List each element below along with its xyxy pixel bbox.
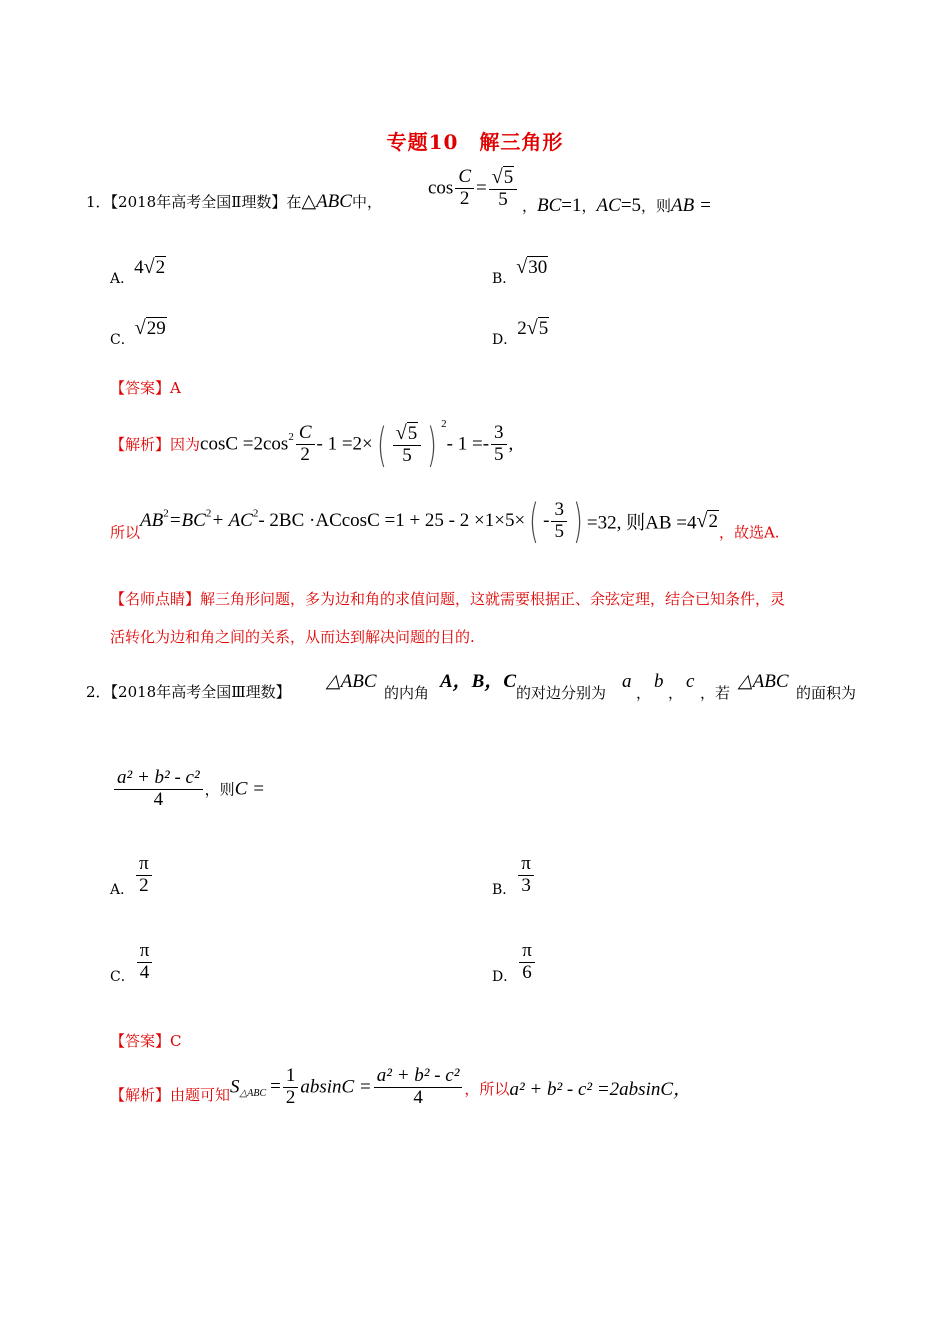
q1-l1-lparen: (: [376, 417, 387, 472]
q1-l2-rad: 2: [708, 510, 718, 532]
q2-option-c-den: 4: [139, 961, 150, 983]
q1-l2-end: ，故选A.: [718, 523, 780, 542]
q2-option-b[interactable]: [492, 854, 536, 899]
q2-area-num: a² + b² - c²: [114, 768, 203, 790]
q1-option-d[interactable]: D．2√5: [492, 317, 549, 348]
q1-l2-a: AB: [140, 510, 164, 531]
page-title: 专题10 解三角形: [386, 130, 564, 154]
q1-l1-five2: 5: [494, 444, 504, 465]
q1-ze: ，则: [641, 197, 672, 215]
q2-area-frac: [114, 768, 203, 811]
q1-option-d-label: D．: [492, 332, 518, 348]
q2-half: [283, 1066, 299, 1109]
q2-frac2-den: 4: [413, 1086, 423, 1108]
q1-answer-value: A: [170, 379, 181, 397]
q1-analysis-line1: [110, 417, 514, 472]
q2-c-eq: C =: [234, 778, 265, 800]
q2-frac2: [374, 1066, 463, 1109]
q1-option-b-label: B．: [492, 271, 517, 287]
q1-comma: ，: [522, 197, 538, 215]
q1-l1-five: 5: [402, 445, 412, 466]
q2-option-b-label: B．: [492, 881, 517, 898]
q1-option-b[interactable]: B．√30: [492, 256, 548, 287]
q2-option-a-den: 2: [139, 874, 149, 896]
q1-option-c-label: C．: [110, 332, 135, 348]
q1-analysis-tag: 【解析】: [110, 435, 171, 454]
q2-number: 2．: [86, 683, 111, 701]
q1-l2-frac: [551, 500, 567, 543]
q1-c-over-2: [455, 167, 474, 210]
q1-tip-line1: 解三角形问题，多为边和角的求值问题，这就需要根据正、余弦定理，结合已知条件，灵: [200, 590, 786, 608]
q2-sep1: ，: [636, 684, 652, 702]
q1-answer-tag: 【答案】: [110, 379, 171, 397]
q2-analysis-tag: 【解析】: [110, 1085, 171, 1104]
q1-l1-sqrt-frac: $\frac{√5}{5}$: [393, 422, 421, 467]
q1-l2-sup3: 2: [252, 507, 259, 520]
q1-l2-lead: 所以: [110, 523, 141, 542]
q1-bc: BC: [537, 195, 562, 216]
q2-option-a[interactable]: [110, 854, 154, 899]
q2-frac2-num: a² + b² - c²: [374, 1066, 463, 1088]
q2-option-a-pi: π: [136, 854, 152, 876]
q2-ruo: ，若: [700, 684, 731, 702]
q1-l1-sup2: 2: [441, 418, 447, 430]
q2-a: a: [622, 671, 632, 692]
q1-l2-lparen: (: [529, 494, 540, 548]
q1-sqrt5: 5: [503, 167, 514, 188]
q1-ac-val: =5: [620, 195, 642, 216]
q2-option-b-frac: [518, 854, 534, 897]
q2-half-den: 2: [285, 1086, 296, 1108]
q1-analysis-lead: 因为: [170, 435, 201, 454]
q2-option-c-pi: π: [137, 941, 153, 963]
q1-cos-formula: [428, 166, 519, 211]
q1-option-a-coef: 4: [134, 257, 144, 278]
q1-l1-sup: 2: [288, 431, 294, 443]
q2-area-formula: [112, 768, 265, 811]
q2-option-b-pi: π: [518, 854, 534, 876]
q2-area: 的面积为: [796, 684, 857, 702]
q1-option-c[interactable]: C．√29: [110, 317, 166, 348]
q2-half-num: 1: [283, 1066, 299, 1088]
q1-l2-e: =32, 则AB =4: [586, 512, 697, 534]
q2-triangle-abc: △ABC: [326, 671, 377, 692]
q2-final: a² + b² - c² =2absinC，: [509, 1078, 693, 1100]
q1-l2-neg: -: [543, 510, 550, 531]
q2-s-sym: S: [230, 1076, 240, 1098]
q1-ac: AC: [596, 195, 621, 216]
q1-l1-b: - 1 =2×: [316, 433, 373, 455]
q1-stem: [86, 192, 382, 212]
q2-ze: ，则: [204, 780, 235, 799]
q1-stem-zhong: 中，: [351, 193, 382, 211]
q1-l1-a: cosC =2cos: [200, 433, 289, 455]
q1-l1-three: 3: [491, 423, 507, 445]
q2-inner: 的内角: [384, 684, 430, 702]
q2-option-c[interactable]: [110, 941, 154, 986]
q2-option-d-den: 6: [522, 961, 532, 983]
q1-l1-frac-den: 2: [300, 444, 310, 465]
q2-angles: A，B，C: [440, 671, 517, 692]
q1-l1-frac: [296, 423, 315, 466]
q1-l1-end: ,: [508, 433, 514, 455]
q1-l2-three: 3: [551, 500, 567, 522]
q1-analysis-line2: 所以$AB^2=BC^2+ AC^2-$ 2BC ·ACcosC =1 + 25 - 2 ×1×5×( - $\frac{3}{5}$ ) =32, 则AB =4√2，故选A.: [110, 494, 780, 548]
q1-ab: AB =: [671, 195, 712, 216]
q1-tip-line2: 活转化为边和角之间的关系，从而达到解决问题的目的.: [110, 628, 475, 646]
q2-option-d-frac: [519, 941, 535, 984]
q1-l2-d: - 2BC ·ACcosC =1 + 25 - 2 ×1×5×: [258, 510, 526, 531]
q1-number: 1．: [86, 193, 111, 211]
q2-option-d-label: D．: [492, 968, 518, 985]
q2-area-den: 4: [153, 788, 164, 810]
q2-source: 【2018年高考全国Ⅲ理数】: [110, 683, 291, 701]
q1-option-a[interactable]: A．4√2: [110, 256, 166, 287]
q2-option-a-label: A．: [110, 881, 135, 898]
q2-opp: 的对边分别为: [516, 684, 607, 702]
q2-s-sub: △ABC: [239, 1087, 267, 1099]
q1-eq: =: [476, 177, 487, 199]
q2-answer: [110, 1031, 182, 1051]
q2-option-a-frac: [136, 854, 152, 897]
q1-option-a-label: A．: [110, 271, 135, 287]
q2-stem-lead: [86, 682, 291, 702]
q1-option-b-rad: 30: [528, 257, 548, 278]
q2-analysis-lead: 由题可知: [170, 1085, 231, 1104]
q1-comma2: ，: [581, 197, 597, 215]
q1-l1-three-fifths: [491, 423, 507, 466]
q1-source: 【2018年高考全国Ⅱ理数】: [110, 193, 287, 211]
q1-tip-tag: 【名师点睛】: [110, 590, 201, 608]
q1-option-a-rad: 2: [155, 257, 166, 278]
q2-sep2: ，: [668, 684, 684, 702]
q1-l2-sup2: 2: [205, 507, 212, 520]
q2-triangle-abc2: △ABC: [738, 671, 789, 692]
q1-l1-frac-num: C: [296, 423, 315, 445]
q1-option-d-rad: 5: [538, 318, 549, 339]
q2-answer-value: C: [170, 1032, 182, 1050]
q1-triangle: △: [301, 191, 317, 212]
q2-option-d[interactable]: [492, 941, 537, 986]
q1-l2-sup1: 2: [163, 507, 169, 520]
q1-l1-rparen: ): [427, 417, 438, 472]
q2-answer-tag: 【答案】: [110, 1032, 171, 1050]
q1-option-d-coef: 2: [517, 318, 527, 339]
q2-analysis: [110, 1066, 692, 1109]
q1-frac-num: C: [455, 167, 474, 189]
q1-conditions: [522, 196, 712, 216]
q1-l1-c: - 1 =-: [446, 433, 490, 455]
q2-suoyi: ，所以: [464, 1079, 510, 1098]
q2-option-d-pi: π: [519, 941, 535, 963]
q2-absin: absinC =: [300, 1076, 372, 1098]
q1-stem-in: 在: [286, 193, 302, 211]
q1-l2-b: =BC: [168, 510, 206, 531]
q1-sqrt5-over-5: $\frac{√5}{5}$: [489, 166, 517, 211]
q1-l2-c: + AC: [211, 510, 253, 531]
q1-abc: ABC: [316, 191, 352, 212]
q1-l1-sqrt5: 5: [407, 423, 418, 445]
q2-b: b: [654, 671, 664, 692]
q1-option-c-rad: 29: [146, 318, 166, 339]
q1-l2-rparen: ): [572, 494, 583, 548]
q1-answer: [110, 378, 181, 398]
q2-option-c-label: C．: [110, 968, 135, 985]
q1-bc-val: =1: [561, 195, 582, 216]
q1-frac-den: 2: [459, 187, 470, 209]
q1-five: 5: [498, 188, 508, 210]
q2-c: c: [686, 671, 695, 692]
q1-cos: cos: [428, 177, 454, 199]
q2-option-b-den: 3: [521, 874, 531, 896]
q2-option-c-frac: [137, 941, 153, 984]
q2-eq: =: [270, 1076, 281, 1098]
q1-l2-five: 5: [554, 520, 564, 542]
q1-tip: [110, 580, 785, 656]
